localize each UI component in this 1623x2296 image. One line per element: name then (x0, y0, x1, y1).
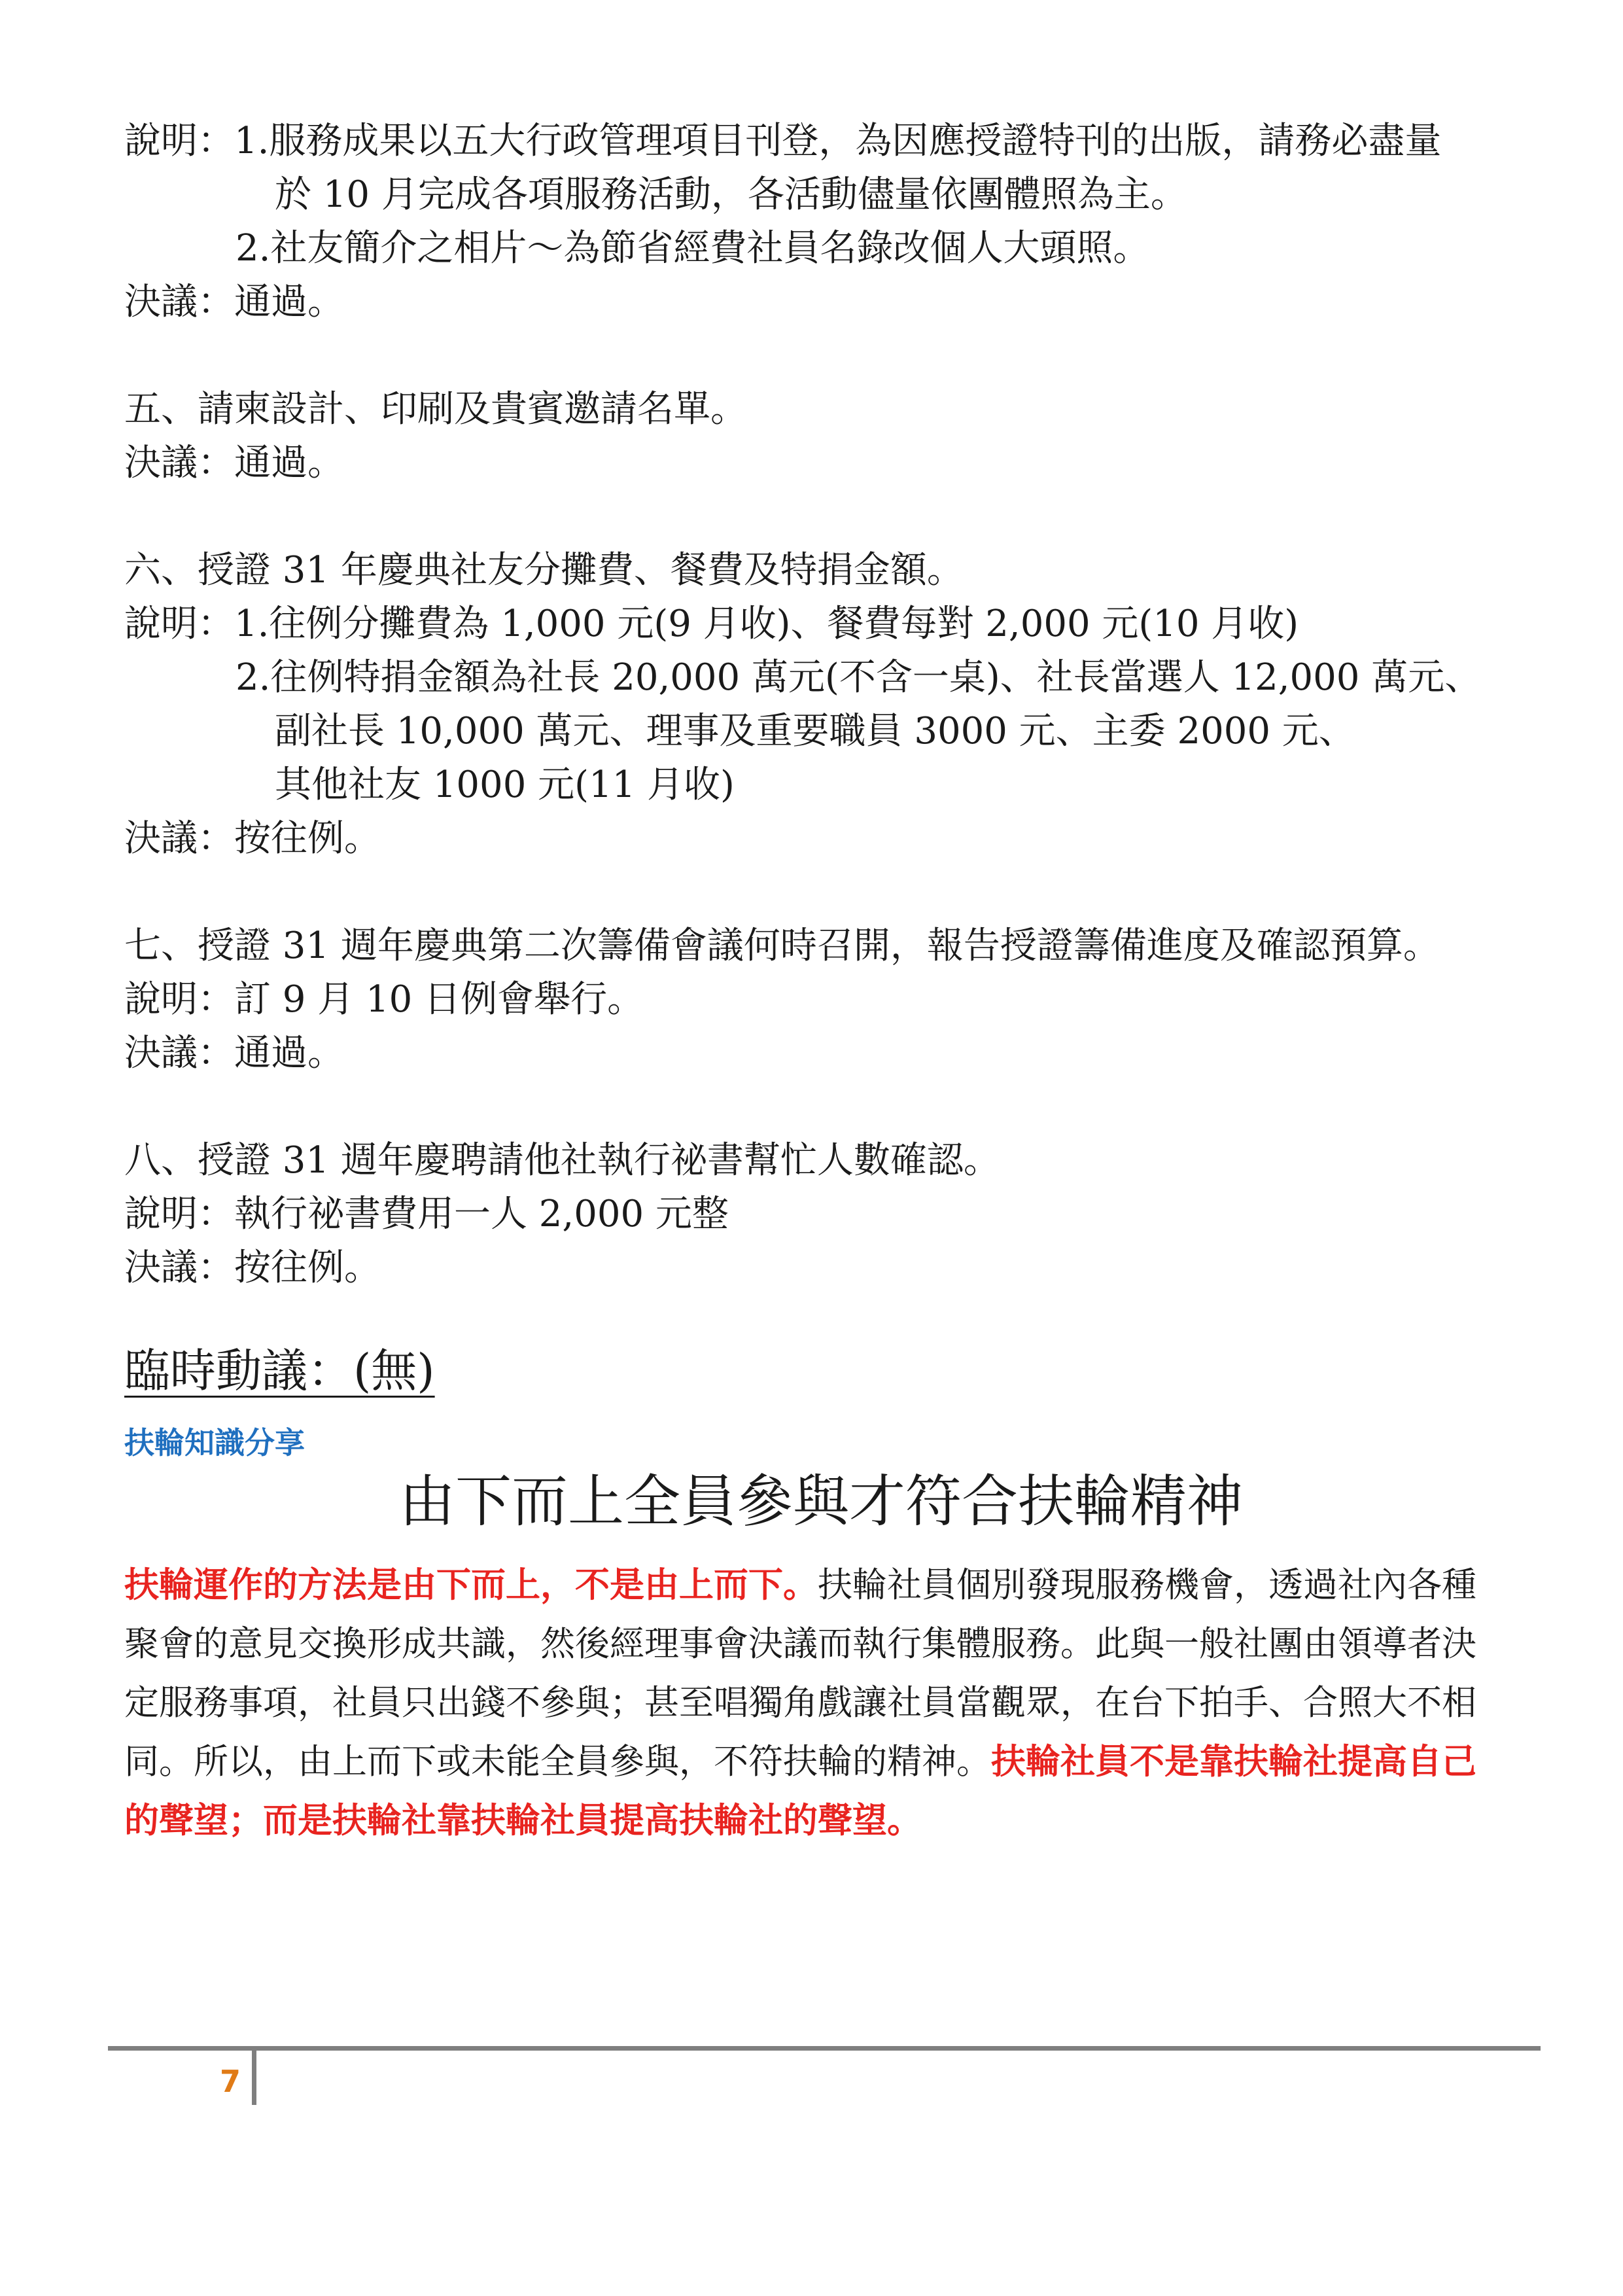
resolution-text: 決議：通過。 (124, 442, 344, 484)
agenda-item-6: 六、授證 31 年慶典社友分攤費、餐費及特捐金額。 (124, 549, 964, 592)
item-text: 2.往例特捐金額為社長 20,000 萬元(不含一桌)、社長當選人 12,000 萬元、 (236, 656, 1482, 699)
item-text: 說明：1.服務成果以五大行政管理項目刊登，為因應授證特刊的出版，請務必盡量 (124, 120, 1442, 162)
agenda-item-8: 八、授證 31 週年慶聘請他社執行祕書幫忙人數確認。 (124, 1139, 1000, 1182)
footer-rule (108, 2046, 1541, 2051)
item-text: 說明：1.往例分攤費為 1,000 元(9 月收)、餐費每對 2,000 元(10 月收) (124, 603, 1299, 645)
resolution-text: 決議：按往例。 (124, 1246, 381, 1289)
page-number: 7 (220, 2064, 241, 2099)
item-text: 於 10 月完成各項服務活動，各活動儘量依團體照為主。 (275, 173, 1187, 216)
knowledge-label: 扶輪知識分享 (124, 1425, 305, 1460)
extra-motion-heading: 臨時動議：(無) (124, 1344, 435, 1398)
item-text: 說明：訂 9 月 10 日例會舉行。 (124, 978, 644, 1021)
agenda-item-7: 七、授證 31 週年慶典第二次籌備會議何時召開，報告授證籌備進度及確認預算。 (124, 925, 1440, 967)
resolution-text: 決議：通過。 (124, 1032, 344, 1074)
knowledge-paragraph (124, 1556, 1505, 1850)
item-text: 副社長 10,000 萬元、理事及重要職員 3000 元、主委 2000 元、 (275, 710, 1355, 752)
knowledge-title: 由下而上全員參與才符合扶輪精神 (399, 1469, 1243, 1534)
footer-divider (252, 2046, 256, 2105)
item-text: 2.社友簡介之相片～為節省經費社員名錄改個人大頭照。 (236, 227, 1150, 270)
resolution-text: 決議：按往例。 (124, 817, 381, 860)
item-text: 其他社友 1000 元(11 月收) (275, 764, 735, 806)
resolution-text: 決議：通過。 (124, 281, 344, 323)
body-text: 扶輪社員個別發現服務機會，透過社內各種聚會的意見交換形成共識，然後經理事會決議而執行集體服務。此與一般社團由領導者決定服務事項，社員只出錢不參與；甚至唱獨角戲讓社員當觀眾，在台下拍手、合照大不相同。所以，由上而下或未能全員參與，不符扶輪的精神。 (124, 1565, 1476, 1782)
item-text: 說明：執行祕書費用一人 2,000 元整 (124, 1193, 729, 1235)
highlight-text: 扶輪運作的方法是由下而上，不是由上而下。 (124, 1565, 818, 1605)
highlight-text: 扶輪社員不是靠扶輪社提高自己的聲望；而是扶輪社靠扶輪社員提高扶輪社的聲望。 (124, 1742, 1476, 1841)
agenda-item-5: 五、請柬設計、印刷及貴賓邀請名單。 (124, 388, 747, 431)
